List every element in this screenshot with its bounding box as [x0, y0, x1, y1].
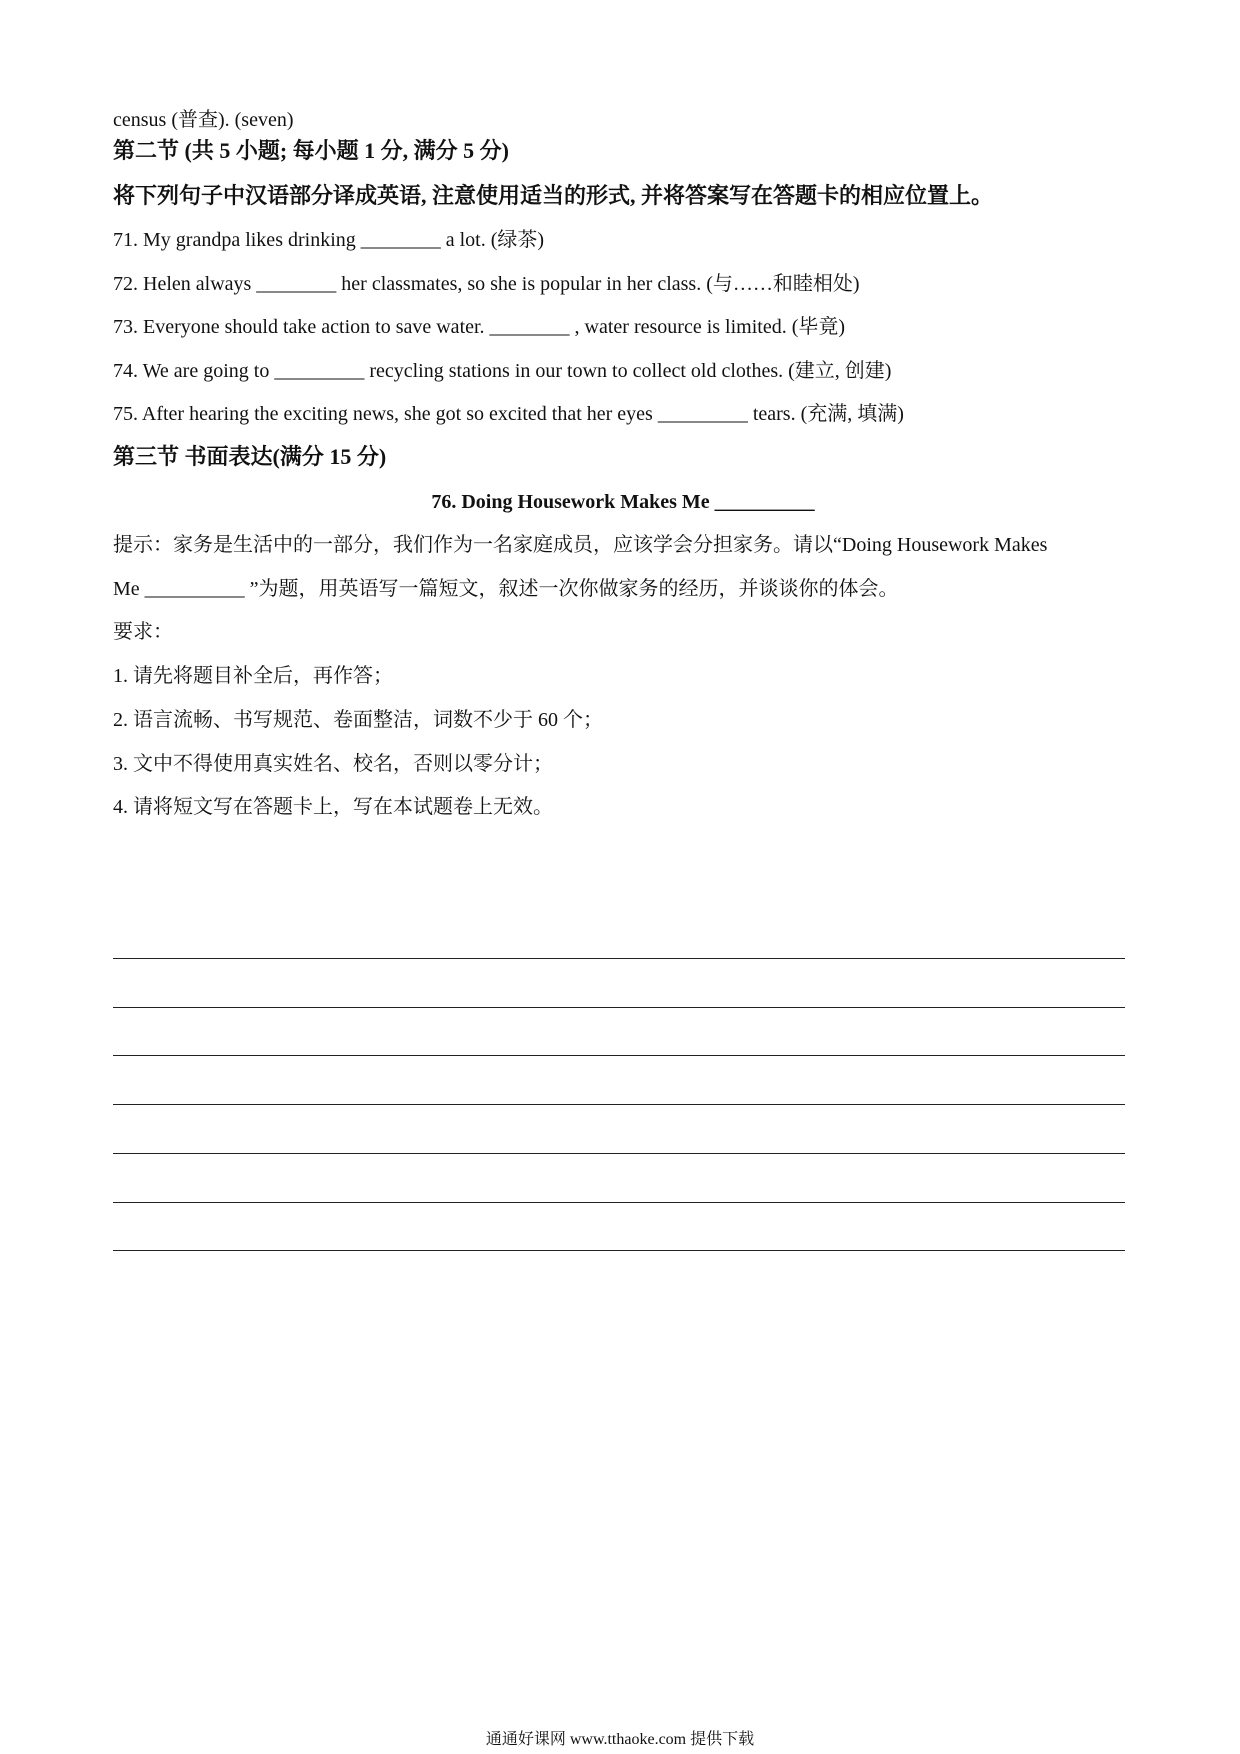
section-2-heading: 第二节 (共 5 小题; 每小题 1 分, 满分 5 分) [113, 138, 509, 163]
answer-line [113, 958, 1125, 959]
answer-line [113, 1202, 1125, 1203]
requirement-3: 3. 文中不得使用真实姓名、校名，否则以零分计； [113, 753, 553, 775]
essay-title: 76. Doing Housework Makes Me __________ [431, 491, 815, 513]
question-74: 74. We are going to _________ recycling stations in our town to collect old clothes. (建立, 创建) [113, 360, 892, 382]
requirements-label: 要求： [113, 621, 173, 643]
answer-line [113, 1153, 1125, 1154]
section-2-instruction: 将下列句子中汉语部分译成英语, 注意使用适当的形式, 并将答案写在答题卡的相应位置上。 [113, 183, 994, 208]
question-73: 73. Everyone should take action to save water. ________ , water resource is limited. (毕竟) [113, 316, 846, 338]
requirement-2: 2. 语言流畅、书写规范、卷面整洁，词数不少于 60 个； [113, 709, 603, 731]
essay-hint-line-2: Me __________ ”为题，用英语写一篇短文，叙述一次你做家务的经历，并谈谈你的体会。 [113, 578, 899, 600]
requirement-1: 1. 请先将题目补全后，再作答； [113, 665, 393, 687]
question-75: 75. After hearing the exciting news, she got so excited that her eyes _________ tears. (充满, 填满) [113, 403, 904, 425]
section-3-heading: 第三节 书面表达(满分 15 分) [113, 444, 387, 469]
question-72: 72. Helen always ________ her classmates, so she is popular in her class. (与……和睦相处) [113, 273, 860, 295]
answer-line [113, 1104, 1125, 1105]
previous-question-fragment: census (普查). (seven) [113, 109, 294, 131]
page-footer: 通通好课网 www.tthaoke.com 提供下载 [485, 1731, 755, 1748]
question-71: 71. My grandpa likes drinking ________ a lot. (绿茶) [113, 229, 545, 251]
answer-line [113, 1055, 1125, 1056]
answer-line [113, 1007, 1125, 1008]
essay-hint-line-1: 提示：家务是生活中的一部分，我们作为一名家庭成员，应该学会分担家务。请以“Doing Housework Makes [113, 534, 1048, 556]
answer-line [113, 1250, 1125, 1251]
requirement-4: 4. 请将短文写在答题卡上，写在本试题卷上无效。 [113, 796, 553, 818]
